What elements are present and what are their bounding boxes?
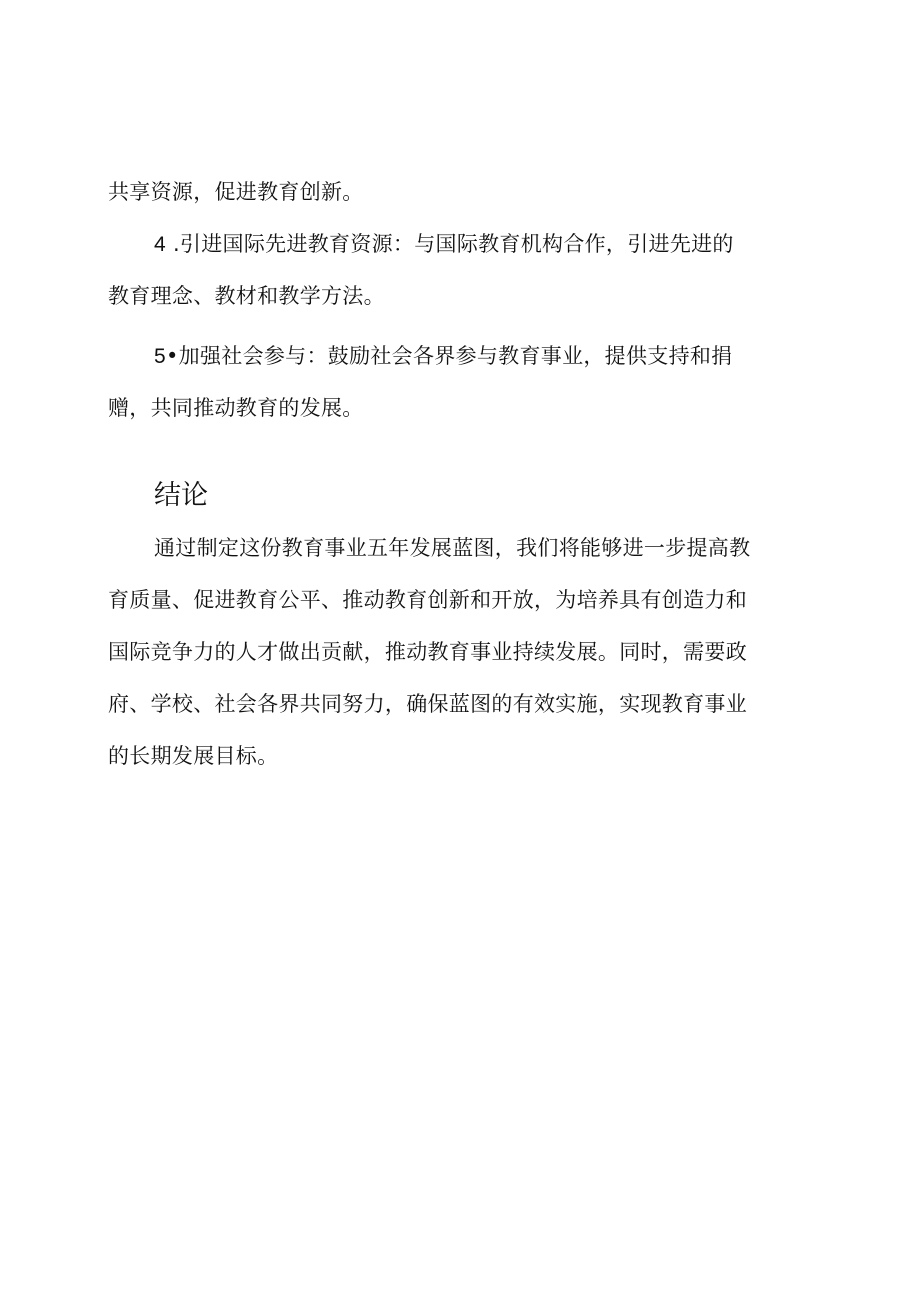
text-line: 育质量、促进教育公平、推动教育创新和开放，为培养具有创造力和 (108, 588, 747, 612)
list-item-text: .引进国际先进教育资源：与国际教育机构合作，引进先进的 (165, 232, 734, 256)
text-line: 赠，共同推动教育的发展。 (108, 396, 364, 420)
list-item-5 (108, 330, 808, 434)
text-line (108, 330, 808, 382)
paragraph-continuation (108, 166, 808, 218)
text-line: 共享资源，促进教育创新。 (108, 180, 364, 204)
paragraph-conclusion (108, 522, 808, 782)
text-line: 通过制定这份教育事业五年发展蓝图，我们将能够进一步提高教 (154, 536, 751, 560)
list-item-4 (108, 218, 808, 322)
text-line: 的长期发展目标。 (108, 744, 279, 768)
text-line: 教育理念、教材和教学方法。 (108, 284, 385, 308)
list-number: 4 (154, 233, 166, 256)
text-line: 国际竞争力的人才做出贡献，推动教育事业持续发展。同时，需要政 (108, 640, 747, 664)
text-line: 府、学校、社会各界共同努力，确保蓝图的有效实施，实现教育事业 (108, 692, 747, 716)
section-heading-conclusion: 结论 (154, 480, 208, 511)
text-line (108, 218, 808, 270)
list-number: 5 (154, 345, 166, 368)
list-item-text: •加强社会参与：鼓励社会各界参与教育事业，提供支持和捐 (165, 344, 733, 368)
